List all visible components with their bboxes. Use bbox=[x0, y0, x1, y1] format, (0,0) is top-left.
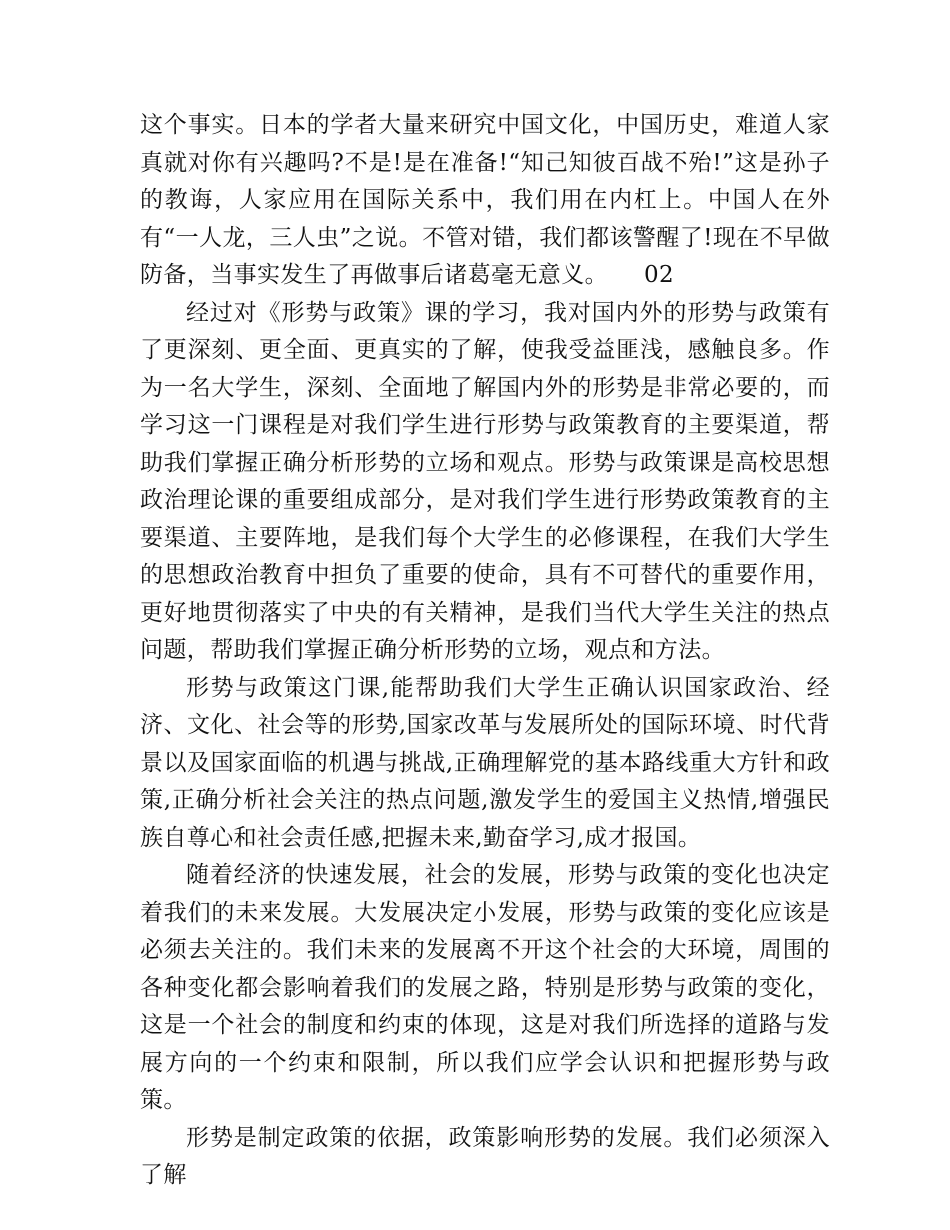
document-body bbox=[140, 107, 830, 1195]
paragraph-5: 形势是制定政策的依据，政策影响形势的发展。我们必须深入了解 bbox=[140, 1124, 830, 1188]
paragraph-3: 形势与政策这门课,能帮助我们大学生正确认识国家政治、经济、文化、社会等的形势,国家改革与发展所处的国际环境、时代背景以及国家面临的机遇与挑战,正确理解党的基本路线重大方针和政策,正确分析社会关注的热点问题,激发学生的爱国主义热情,增强民族自尊心和社会责任感,把握未来,勤奋学习,成才报国。 bbox=[140, 674, 830, 851]
paragraph-4: 随着经济的快速发展，社会的发展，形势与政策的变化也决定着我们的未来发展。大发展决定小发展，形势与政策的变化应该是必须去关注的。我们未来的发展离不开这个社会的大环境，周围的各种变化都会影响着我们的发展之路，特别是形势与政策的变化，这是一个社会的制度和约束的体现，这是对我们所选择的道路与发展方向的一个约束和限制，所以我们应学会认识和把握形势与政策。 bbox=[140, 862, 830, 1113]
paragraph-1 bbox=[140, 107, 830, 295]
paragraph-2: 经过对《形势与政策》课的学习，我对国内外的形势与政策有了更深刻、更全面、更真实的了解，使我受益匪浅，感触良多。作为一名大学生，深刻、全面地了解国内外的形势是非常必要的，而学习这一门课程是对我们学生进行形势与政策教育的主要渠道，帮助我们掌握正确分析形势的立场和观点。形势与政策课是高校思想政治理论课的重要组成部分，是对我们学生进行形势政策教育的主要渠道、主要阵地，是我们每个大学生的必修课程，在我们大学生的思想政治教育中担负了重要的使命，具有不可替代的重要作用，更好地贯彻落实了中央的有关精神，是我们当代大学生关注的热点问题，帮助我们掌握正确分析形势的立场，观点和方法。 bbox=[140, 299, 830, 663]
section-number: 02 bbox=[644, 262, 675, 288]
paragraph-1-text: 这个事实。日本的学者大量来研究中国文化，中国历史，难道人家真就对你有兴趣吗?不是!是在准备!“知己知彼百战不殆!”这是孙子的教诲，人家应用在国际关系中，我们用在内杠上。中国人在外有“一人龙，三人虫”之说。不管对错，我们都该警醒了!现在不早做防备，当事实发生了再做事后诸葛毫无意义。 bbox=[140, 112, 830, 288]
